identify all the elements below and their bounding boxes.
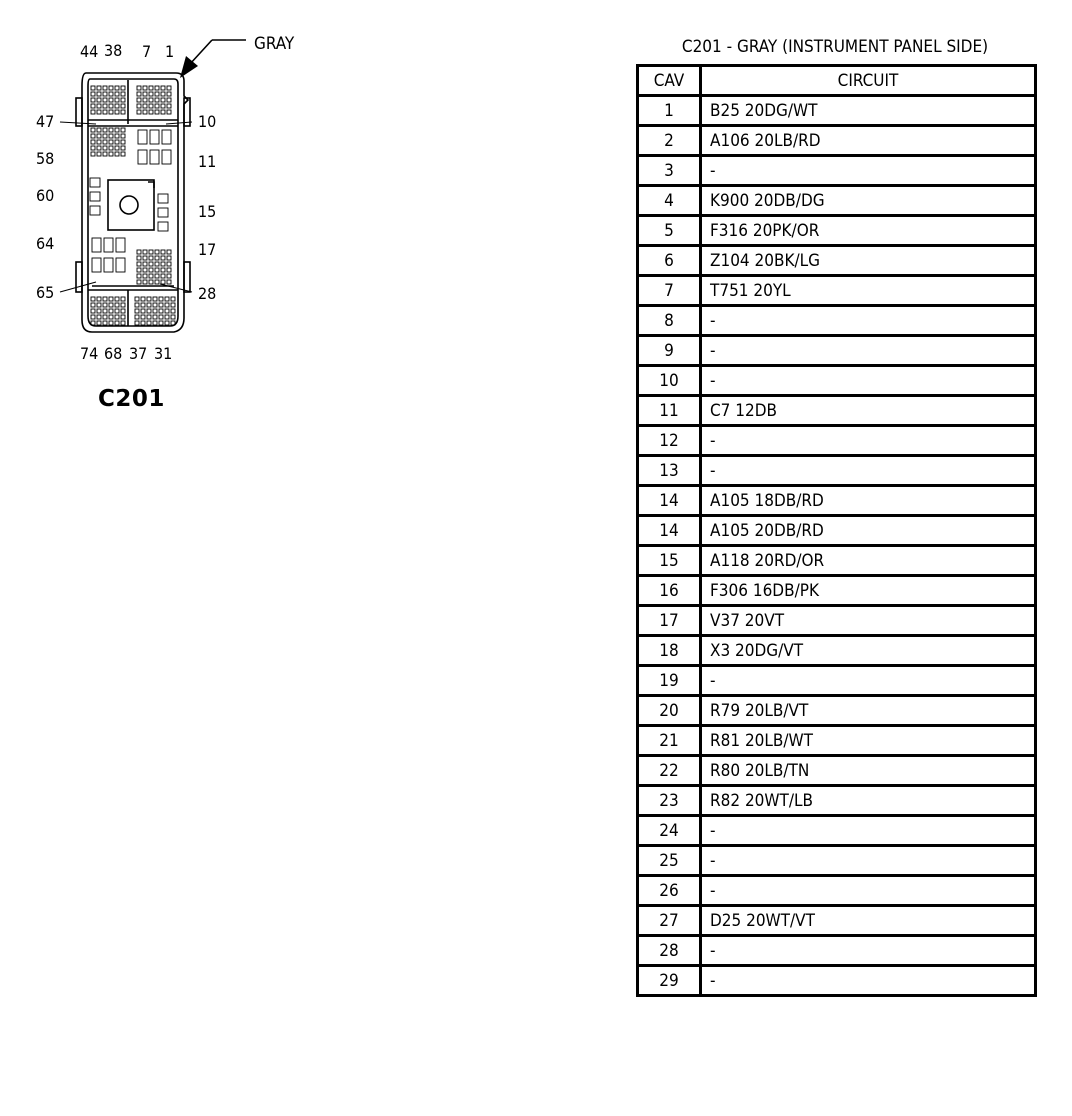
table-row [638,96,1036,126]
circuit-cell: T751 20YL [701,276,1036,306]
circuit-cell: V37 20VT [701,606,1036,636]
pin-label-47: 47 [36,112,55,131]
table-row [638,486,1036,516]
table-row [638,156,1036,186]
table-row [638,546,1036,576]
cav-cell: 27 [638,906,701,936]
table-row [638,636,1036,666]
pin-label-10: 10 [198,112,217,131]
pin-label-37: 37 [129,344,148,363]
circuit-cell: R81 20LB/WT [701,726,1036,756]
table-row [638,576,1036,606]
pin-label-58: 58 [36,149,55,168]
circuit-cell: A105 20DB/RD [701,516,1036,546]
circuit-cell: - [701,876,1036,906]
table-title: C201 - GRAY (INSTRUMENT PANEL SIDE) [681,37,989,57]
terminal-grid-upper-left [91,128,125,156]
pin-label-68: 68 [104,344,123,363]
table-row [638,816,1036,846]
pin-label-65: 65 [36,283,55,302]
cavity-circuit-table [636,64,1037,997]
circuit-cell: - [701,366,1036,396]
terminal-grid-bottom-left [91,297,125,325]
table-row [638,696,1036,726]
circuit-cell: - [701,156,1036,186]
table-row [638,396,1036,426]
cav-cell: 10 [638,366,701,396]
table-row [638,966,1036,996]
pin-label-1: 1 [165,42,175,61]
table-row [638,516,1036,546]
circuit-cell: R80 20LB/TN [701,756,1036,786]
table-header-row [638,66,1036,96]
table-row [638,276,1036,306]
circuit-cell: R82 20WT/LB [701,786,1036,816]
circuit-cell: R79 20LB/VT [701,696,1036,726]
table-row [638,426,1036,456]
circuit-cell: A105 18DB/RD [701,486,1036,516]
circuit-cell: C7 12DB [701,396,1036,426]
table-row [638,366,1036,396]
cav-cell: 4 [638,186,701,216]
cav-cell: 14 [638,516,701,546]
cav-cell: 14 [638,486,701,516]
table-row [638,246,1036,276]
pin-label-28: 28 [198,284,217,303]
pin-label-64: 64 [36,234,55,253]
circuit-cell: D25 20WT/VT [701,906,1036,936]
circuit-cell: X3 20DG/VT [701,636,1036,666]
cav-cell: 9 [638,336,701,366]
cav-cell: 6 [638,246,701,276]
circuit-cell: A106 20LB/RD [701,126,1036,156]
pin-label-7: 7 [142,42,152,61]
cav-cell: 1 [638,96,701,126]
terminal-grid-top-left [91,86,125,114]
cav-cell: 19 [638,666,701,696]
table-row [638,876,1036,906]
table-row [638,606,1036,636]
cav-cell: 24 [638,816,701,846]
circuit-cell: Z104 20BK/LG [701,246,1036,276]
circuit-cell: F316 20PK/OR [701,216,1036,246]
table-row [638,216,1036,246]
pin-label-38: 38 [104,41,123,60]
circuit-cell: - [701,936,1036,966]
center-bolt-icon [120,196,138,214]
pin-label-74: 74 [80,344,99,363]
center-cavity-block [108,180,154,230]
cav-cell: 7 [638,276,701,306]
terminal-grid-bottom-right [135,297,175,325]
cav-cell: 8 [638,306,701,336]
gray-callout-arrow-icon [180,40,246,78]
cav-cell: 18 [638,636,701,666]
cav-cell: 22 [638,756,701,786]
pin-label-44: 44 [80,42,99,61]
table-row [638,906,1036,936]
cav-cell: 17 [638,606,701,636]
circuit-cell: - [701,306,1036,336]
color-callout-label: GRAY [254,34,295,54]
header-circuit: CIRCUIT [701,66,1036,96]
connector-housing [82,73,188,332]
cav-cell: 2 [638,126,701,156]
circuit-cell: - [701,456,1036,486]
table-row [638,726,1036,756]
cav-cell: 25 [638,846,701,876]
table-body [638,96,1036,996]
connector-title: C201 [98,386,165,412]
cav-cell: 16 [638,576,701,606]
pin-label-11: 11 [198,152,217,171]
table-row [638,126,1036,156]
cav-cell: 20 [638,696,701,726]
table-row [638,756,1036,786]
terminal-grid-lower-right [137,250,171,284]
circuit-cell: - [701,426,1036,456]
circuit-cell: - [701,336,1036,366]
pin-label-17: 17 [198,240,217,259]
table-row [638,336,1036,366]
pin-label-60: 60 [36,186,55,205]
cav-cell: 13 [638,456,701,486]
table-row [638,666,1036,696]
cav-cell: 3 [638,156,701,186]
circuit-cell: B25 20DG/WT [701,96,1036,126]
table-row [638,456,1036,486]
table-row [638,846,1036,876]
terminal-grid-top-right [137,86,171,114]
header-cav: CAV [638,66,701,96]
cav-cell: 28 [638,936,701,966]
cav-cell: 23 [638,786,701,816]
circuit-cell: - [701,666,1036,696]
cav-cell: 11 [638,396,701,426]
table-row [638,786,1036,816]
cav-cell: 21 [638,726,701,756]
circuit-cell: A118 20RD/OR [701,546,1036,576]
circuit-cell: - [701,846,1036,876]
pin-label-15: 15 [198,202,217,221]
circuit-cell: - [701,816,1036,846]
circuit-cell: K900 20DB/DG [701,186,1036,216]
pin-label-31: 31 [154,344,173,363]
cav-cell: 26 [638,876,701,906]
table-row [638,306,1036,336]
table-row [638,186,1036,216]
cav-cell: 29 [638,966,701,996]
cav-cell: 5 [638,216,701,246]
circuit-cell: - [701,966,1036,996]
circuit-cell: F306 16DB/PK [701,576,1036,606]
cav-cell: 12 [638,426,701,456]
table-row [638,936,1036,966]
cav-cell: 15 [638,546,701,576]
